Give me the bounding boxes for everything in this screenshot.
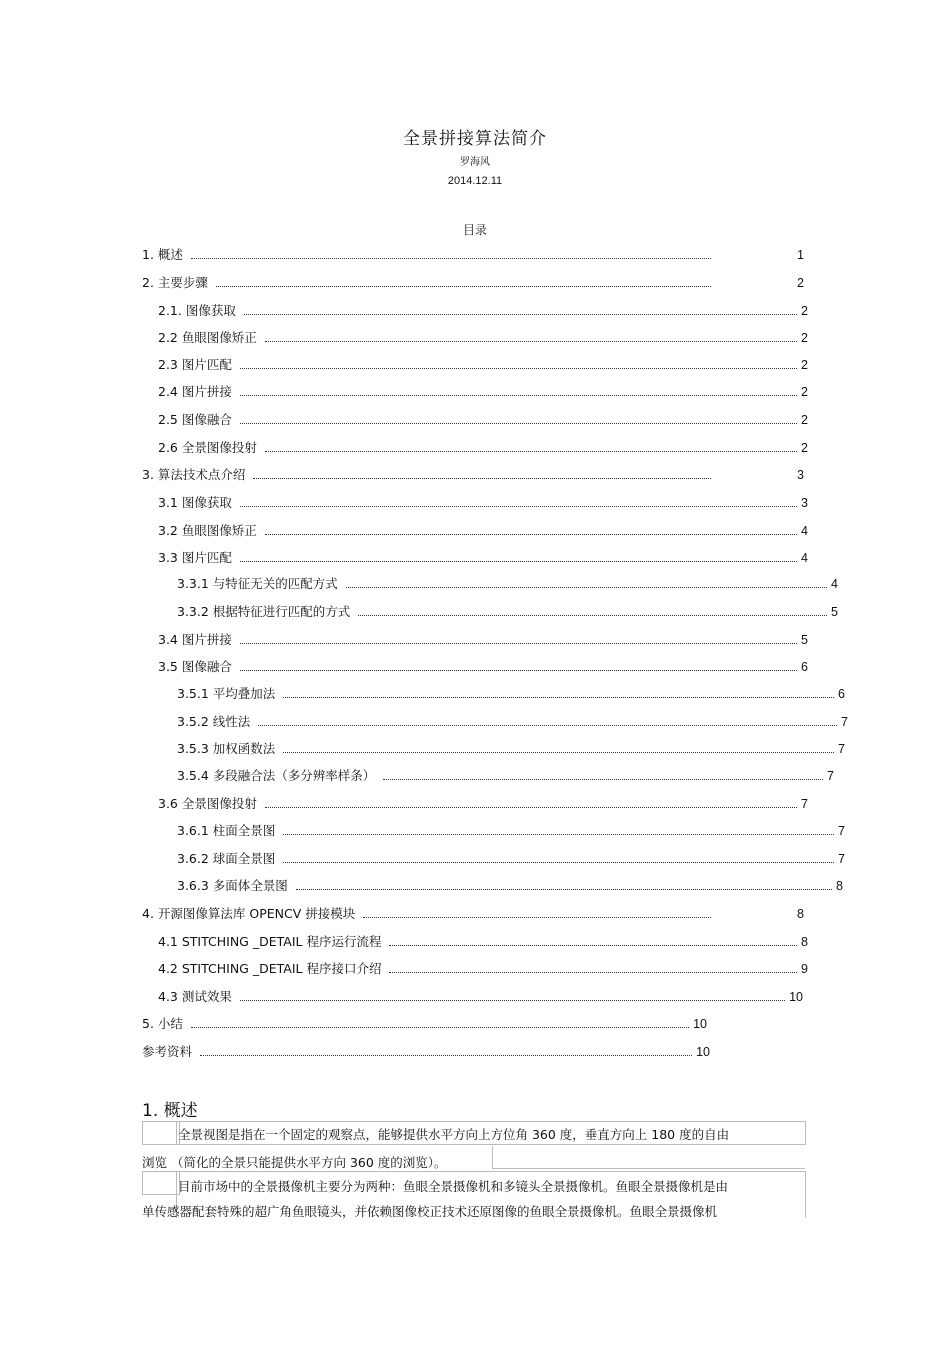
- toc-entry[interactable]: [158, 522, 808, 540]
- toc-entry-label: 3.6.3 多面体全景图: [177, 878, 288, 893]
- toc-entry-page: 7: [838, 852, 845, 866]
- toc-entry-label: 4.1 STITCHING _DETAIL 程序运行流程: [158, 934, 382, 949]
- toc-entry-page: 7: [801, 797, 808, 811]
- toc-leader-dots: [240, 642, 797, 644]
- toc-entry[interactable]: [177, 685, 845, 703]
- toc-entry[interactable]: [142, 466, 804, 484]
- toc-entry[interactable]: [158, 658, 808, 676]
- document-title: 全景拼接算法简介: [403, 129, 547, 149]
- toc-entry[interactable]: [158, 302, 808, 320]
- toc-entry-page: 2: [801, 358, 808, 372]
- toc-entry-label: 3.5.1 平均叠加法: [177, 686, 276, 701]
- toc-entry-label: 3.5 图像融合: [158, 659, 232, 674]
- toc-entry[interactable]: [177, 822, 845, 840]
- toc-entry[interactable]: [142, 274, 804, 292]
- toc-entry[interactable]: [142, 246, 804, 264]
- toc-leader-dots: [283, 751, 834, 753]
- toc-entry[interactable]: [158, 933, 808, 951]
- toc-entry-page: 3: [801, 496, 808, 510]
- toc-entry-label: 3.3 图片匹配: [158, 550, 232, 565]
- toc-entry[interactable]: [158, 383, 808, 401]
- toc-entry[interactable]: [158, 439, 808, 457]
- toc-entry-label: 3.4 图片拼接: [158, 632, 232, 647]
- toc-entry[interactable]: [142, 905, 804, 923]
- toc-heading: 目录: [462, 223, 487, 237]
- toc-leader-dots: [283, 696, 834, 698]
- toc-leader-dots: [240, 422, 797, 424]
- toc-entry-page: 7: [827, 769, 834, 783]
- indent-box: [142, 1121, 180, 1145]
- toc-leader-dots: [240, 560, 797, 562]
- toc-entry-label: 5. 小结: [142, 1016, 183, 1031]
- toc-entry-label: 3.6.2 球面全景图: [177, 851, 276, 866]
- toc-entry-label: 2.1. 图像获取: [158, 303, 236, 318]
- toc-entry-label: 4.3 测试效果: [158, 989, 232, 1004]
- toc-entry-page: 3: [797, 468, 804, 482]
- toc-entry[interactable]: [177, 575, 838, 593]
- toc-entry-label: 2.4 图片拼接: [158, 384, 232, 399]
- toc-entry-page: 7: [838, 824, 845, 838]
- toc-leader-dots: [265, 450, 797, 452]
- toc-entry-label: 3. 算法技术点介绍: [142, 467, 246, 482]
- toc-leader-dots: [265, 340, 797, 342]
- toc-entry-page: 10: [789, 990, 803, 1004]
- toc-leader-dots: [265, 806, 797, 808]
- toc-entry-page: 2: [801, 413, 808, 427]
- toc-entry-page: 7: [841, 715, 848, 729]
- toc-entry-label: 3.3.1 与特征无关的匹配方式: [177, 576, 338, 591]
- toc-leader-dots: [240, 669, 797, 671]
- toc-leader-dots: [200, 1054, 692, 1056]
- toc-entry-label: 2. 主要步骤: [142, 275, 208, 290]
- toc-leader-dots: [244, 313, 797, 315]
- toc-entry-label: 2.6 全景图像投射: [158, 440, 257, 455]
- toc-entry[interactable]: [158, 329, 808, 347]
- toc-entry[interactable]: [158, 356, 808, 374]
- toc-entry-page: 4: [831, 577, 838, 591]
- toc-leader-dots: [358, 614, 827, 616]
- toc-entry[interactable]: [177, 877, 843, 895]
- text-frame: [492, 1146, 805, 1169]
- toc-entry-page: 6: [838, 687, 845, 701]
- toc-entry[interactable]: [158, 631, 808, 649]
- toc-entry-label: 3.5.3 加权函数法: [177, 741, 276, 756]
- toc-leader-dots: [216, 285, 711, 287]
- toc-entry-page: 8: [797, 907, 804, 921]
- toc-entry-page: 10: [696, 1045, 710, 1059]
- toc-leader-dots: [383, 778, 823, 780]
- toc-entry-label: 3.5.4 多段融合法（多分辨率样条）: [177, 768, 376, 783]
- toc-leader-dots: [240, 367, 797, 369]
- toc-entry-page: 9: [801, 962, 808, 976]
- toc-entry[interactable]: [177, 603, 838, 621]
- toc-leader-dots: [346, 586, 827, 588]
- toc-entry-page: 5: [831, 605, 838, 619]
- toc-entry-label: 3.6 全景图像投射: [158, 796, 257, 811]
- toc-entry-label: 3.6.1 柱面全景图: [177, 823, 276, 838]
- toc-entry[interactable]: [158, 988, 803, 1006]
- toc-entry-page: 2: [801, 441, 808, 455]
- toc-leader-dots: [389, 971, 797, 973]
- toc-entry-label: 4. 开源图像算法库 OPENCV 拼接模块: [142, 906, 356, 921]
- toc-entry-page: 2: [801, 304, 808, 318]
- indent-box: [142, 1171, 180, 1195]
- toc-entry[interactable]: [177, 767, 834, 785]
- toc-leader-dots: [283, 861, 834, 863]
- toc-entry-page: 10: [693, 1017, 707, 1031]
- paragraph-text: 目前市场中的全景摄像机主要分为两种：鱼眼全景摄像机和多镜头全景摄像机。鱼眼全景摄像机是由: [178, 1179, 729, 1194]
- toc-leader-dots: [296, 888, 832, 890]
- toc-entry[interactable]: [158, 795, 808, 813]
- toc-leader-dots: [240, 999, 785, 1001]
- toc-entry-label: 3.3.2 根据特征进行匹配的方式: [177, 604, 351, 619]
- toc-entry-label: 2.5 图像融合: [158, 412, 232, 427]
- toc-entry-page: 8: [801, 935, 808, 949]
- toc-leader-dots: [253, 477, 711, 479]
- toc-leader-dots: [240, 505, 797, 507]
- toc-entry-page: 2: [801, 331, 808, 345]
- toc-leader-dots: [191, 1026, 689, 1028]
- toc-entry-page: 2: [797, 276, 804, 290]
- toc-entry-page: 2: [801, 385, 808, 399]
- toc-entry[interactable]: [158, 494, 808, 512]
- toc-entry-label: 4.2 STITCHING _DETAIL 程序接口介绍: [158, 961, 382, 976]
- toc-entry-label: 1. 概述: [142, 247, 183, 262]
- paragraph-text: 浏览 （简化的全景只能提供水平方向 360 度的浏览）。: [142, 1155, 447, 1170]
- toc-leader-dots: [191, 257, 711, 259]
- toc-entry[interactable]: [142, 1015, 707, 1033]
- toc-entry-label: 3.1 图像获取: [158, 495, 232, 510]
- toc-leader-dots: [283, 833, 834, 835]
- paragraph-text: 全景视图是指在一个固定的观察点，能够提供水平方向上方位角 360 度，垂直方向上 180 度的自由: [178, 1127, 730, 1142]
- toc-leader-dots: [240, 394, 797, 396]
- toc-entry-label: 3.5.2 线性法: [177, 714, 251, 729]
- toc-leader-dots: [363, 916, 711, 918]
- toc-leader-dots: [389, 944, 797, 946]
- toc-entry-page: 1: [797, 248, 804, 262]
- toc-entry-label: 3.2 鱼眼图像矫正: [158, 523, 257, 538]
- toc-entry-label: 2.2 鱼眼图像矫正: [158, 330, 257, 345]
- toc-entry-page: 8: [836, 879, 843, 893]
- toc-leader-dots: [258, 724, 837, 726]
- document-date: 2014.12.11: [447, 175, 503, 187]
- toc-leader-dots: [265, 533, 797, 535]
- paragraph-text: 单传感器配套特殊的超广角鱼眼镜头，并依赖图像校正技术还原图像的鱼眼全景摄像机。鱼眼全景摄像机: [142, 1204, 718, 1219]
- toc-entry-page: 6: [801, 660, 808, 674]
- section-heading: 1. 概述: [142, 1101, 198, 1121]
- toc-entry-label: 2.3 图片匹配: [158, 357, 232, 372]
- toc-entry[interactable]: [158, 411, 808, 429]
- toc-entry-page: 5: [801, 633, 808, 647]
- toc-entry-page: 4: [801, 524, 808, 538]
- toc-entry-page: 4: [801, 551, 808, 565]
- toc-entry[interactable]: [142, 1043, 710, 1061]
- document-author: 罗海风: [460, 157, 490, 168]
- toc-entry[interactable]: [177, 713, 848, 731]
- toc-entry-page: 7: [838, 742, 845, 756]
- toc-entry[interactable]: [177, 850, 845, 868]
- toc-entry[interactable]: [158, 549, 808, 567]
- toc-entry-label: 参考资料: [142, 1044, 193, 1059]
- toc-entry[interactable]: [158, 960, 808, 978]
- toc-entry[interactable]: [177, 740, 845, 758]
